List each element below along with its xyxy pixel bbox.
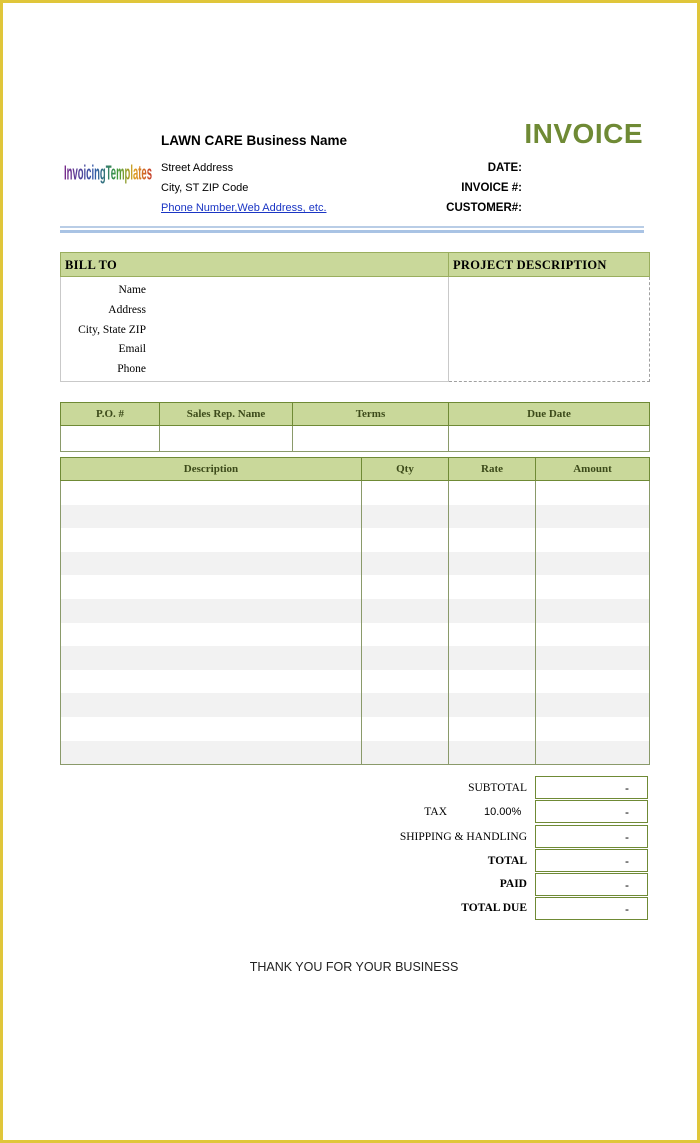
invoice-title: INVOICE	[524, 118, 643, 149]
amount-cell[interactable]	[536, 599, 650, 623]
rate-cell[interactable]	[449, 717, 536, 741]
logo-text: InvoicingTemplates	[64, 161, 153, 184]
rate-cell[interactable]	[449, 693, 536, 717]
tax-label: TAX	[424, 806, 447, 818]
table-row	[61, 693, 650, 717]
amount-cell[interactable]	[536, 505, 650, 529]
date-label: DATE:	[487, 162, 522, 174]
qty-cell[interactable]	[362, 717, 449, 741]
rate-cell[interactable]	[449, 670, 536, 694]
email-label: Email	[118, 343, 146, 356]
business-name: LAWN CARE Business Name	[161, 133, 348, 148]
bill-to-fields[interactable]	[61, 277, 449, 382]
po-number-header: P.O. #	[61, 403, 160, 426]
table-row	[61, 623, 650, 647]
subtotal-cell[interactable]	[535, 776, 648, 799]
description-cell[interactable]	[61, 717, 362, 741]
city-state-zip-label: City, State ZIP	[78, 323, 146, 336]
total-value: -	[625, 854, 629, 868]
amount-cell[interactable]	[536, 693, 650, 717]
address-label: Address	[108, 303, 146, 316]
table-row	[61, 646, 650, 670]
description-cell[interactable]	[61, 505, 362, 529]
rate-cell[interactable]	[449, 481, 536, 505]
subtotal-label: SUBTOTAL	[468, 782, 527, 794]
table-row	[61, 528, 650, 552]
rate-cell[interactable]	[449, 741, 536, 765]
amount-header: Amount	[536, 458, 650, 481]
paid-value: -	[625, 878, 629, 892]
table-row	[61, 717, 650, 741]
sales-rep-cell[interactable]	[160, 426, 293, 452]
terms-cell[interactable]	[293, 426, 449, 452]
sales-rep-header: Sales Rep. Name	[160, 403, 293, 426]
description-cell[interactable]	[61, 646, 362, 670]
tax-cell[interactable]	[535, 800, 648, 823]
thank-you-message: THANK YOU FOR YOUR BUSINESS	[249, 960, 459, 974]
qty-cell[interactable]	[362, 599, 449, 623]
qty-cell[interactable]	[362, 481, 449, 505]
phone-label: Phone	[117, 363, 146, 376]
qty-cell[interactable]	[362, 505, 449, 529]
terms-header: Terms	[293, 403, 449, 426]
qty-cell[interactable]	[362, 528, 449, 552]
rate-cell[interactable]	[449, 505, 536, 529]
shipping-label: SHIPPING & HANDLING	[399, 831, 527, 843]
rate-header: Rate	[449, 458, 536, 481]
qty-cell[interactable]	[362, 575, 449, 599]
bill-to-header: BILL TO	[61, 253, 449, 277]
table-row	[61, 741, 650, 765]
total-due-label: TOTAL DUE	[461, 902, 527, 914]
project-description-header: PROJECT DESCRIPTION	[449, 253, 650, 277]
total-label: TOTAL	[487, 855, 527, 867]
line-items-table	[60, 457, 650, 765]
tax-rate: 10.00%	[484, 806, 522, 818]
rate-cell[interactable]	[449, 552, 536, 576]
description-cell[interactable]	[61, 575, 362, 599]
header-divider	[60, 226, 644, 228]
description-header: Description	[61, 458, 362, 481]
amount-cell[interactable]	[536, 552, 650, 576]
total-due-cell[interactable]	[535, 897, 648, 920]
contact-link[interactable]: Phone Number,Web Address, etc.	[161, 202, 327, 214]
amount-cell[interactable]	[536, 481, 650, 505]
rate-cell[interactable]	[449, 599, 536, 623]
po-number-cell[interactable]	[61, 426, 160, 452]
table-row	[61, 599, 650, 623]
qty-cell[interactable]	[362, 552, 449, 576]
rate-cell[interactable]	[449, 575, 536, 599]
description-cell[interactable]	[61, 481, 362, 505]
qty-header: Qty	[362, 458, 449, 481]
table-row	[61, 505, 650, 529]
table-row	[61, 552, 650, 576]
description-cell[interactable]	[61, 552, 362, 576]
qty-cell[interactable]	[362, 623, 449, 647]
paid-cell[interactable]	[535, 873, 648, 896]
tax-value: -	[625, 805, 629, 819]
street-address: Street Address	[161, 162, 234, 174]
name-label: Name	[118, 284, 146, 296]
amount-cell[interactable]	[536, 646, 650, 670]
amount-cell[interactable]	[536, 717, 650, 741]
qty-cell[interactable]	[362, 646, 449, 670]
customer-number-label: CUSTOMER#:	[446, 202, 522, 214]
city-state-zip: City, ST ZIP Code	[161, 182, 249, 194]
invoice-number-label: INVOICE #:	[461, 182, 522, 194]
total-due-value: -	[625, 902, 629, 916]
table-row	[61, 670, 650, 694]
description-cell[interactable]	[61, 670, 362, 694]
bill-to-section	[60, 252, 650, 382]
table-row	[61, 575, 650, 599]
amount-cell[interactable]	[536, 575, 650, 599]
header-divider-thick	[60, 230, 644, 233]
shipping-cell[interactable]	[535, 825, 648, 848]
amount-cell[interactable]	[536, 623, 650, 647]
description-cell[interactable]	[61, 693, 362, 717]
total-cell[interactable]	[535, 849, 648, 872]
description-cell[interactable]	[61, 599, 362, 623]
shipping-value: -	[625, 830, 629, 844]
qty-cell[interactable]	[362, 670, 449, 694]
amount-cell[interactable]	[536, 741, 650, 765]
subtotal-value: -	[625, 781, 629, 795]
amount-cell[interactable]	[536, 670, 650, 694]
project-description-field[interactable]	[449, 277, 650, 382]
paid-label: PAID	[499, 878, 527, 890]
qty-cell[interactable]	[362, 741, 449, 765]
table-row	[61, 481, 650, 505]
rate-cell[interactable]	[449, 623, 536, 647]
order-info-table	[60, 402, 650, 452]
description-cell[interactable]	[61, 741, 362, 765]
description-cell[interactable]	[61, 623, 362, 647]
rate-cell[interactable]	[449, 646, 536, 670]
description-cell[interactable]	[61, 528, 362, 552]
due-date-cell[interactable]	[449, 426, 650, 452]
due-date-header: Due Date	[449, 403, 650, 426]
amount-cell[interactable]	[536, 528, 650, 552]
qty-cell[interactable]	[362, 693, 449, 717]
rate-cell[interactable]	[449, 528, 536, 552]
